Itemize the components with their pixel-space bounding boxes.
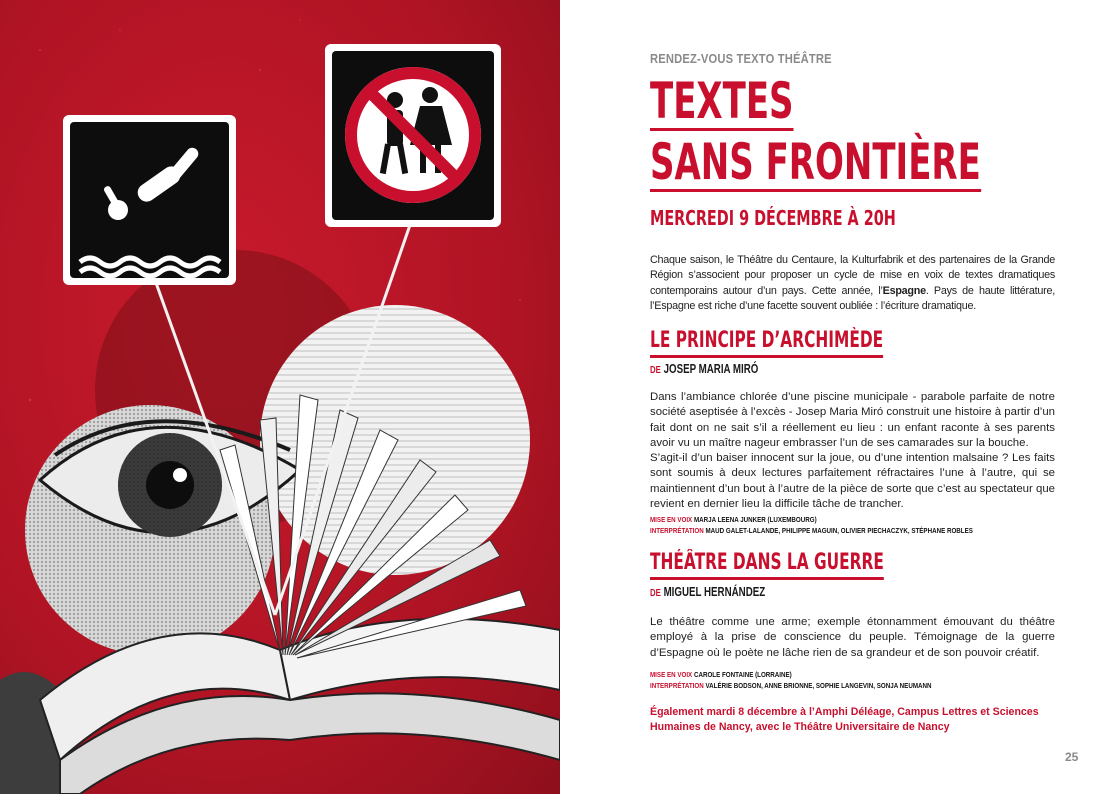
intro-text-1: Chaque saison, le Théâtre du Centaure, la Kulturfabrik et des partenaires de la Grande Région s’associent pour proposer un cycle de mise en voix de textes dramatiques contemporains autour d’un pays. Cette année, l’	[650, 254, 1055, 297]
section-1-para-1: Dans l’ambiance chlorée d’une piscine municipale - parabole parfaite de notre société aseptisée à l’excès - Josep Maria Miró construit une histoire à partir d’un fait dont on ne sait s’il a réellement eu lieu : un enfant raconte à ses parents avoir vu un maître nageur embrasser l’un de ses camarades sur la bouche.	[650, 391, 1055, 449]
title-line-2: SANS FRONTIÈRE	[650, 133, 981, 191]
section-2-byline	[650, 585, 765, 599]
section-1-para-2: S’agit-il d’un baiser innocent sur la joue, ou d’une intention malsaine ? Les faits sont soumis à deux lectures parfaitement réfractaires l’une à l’autre, qui se maintiennent d’un bout à l’autre de la pièce de sorte que c’est au spectateur que revient en dernier lieu la difficile tâche de trancher.	[650, 452, 1055, 511]
no-children-sign	[325, 44, 501, 227]
section-1-body	[650, 390, 1055, 512]
text-page	[560, 0, 1119, 794]
credit-value: CAROLE FONTAINE (LORRAINE)	[693, 670, 792, 679]
section-2-para-1: Le théâtre comme une arme; exemple étonnamment émouvant du théâtre employé à la prise de conscience du peuple. Témoignage de la guerre d’Espagne où le poète ne lâche rien de sa grandeur et de son pouvoir créatif.	[650, 616, 1055, 659]
section-1-author: JOSEP MARIA MIRÓ	[663, 362, 759, 376]
event-date: MERCREDI 9 DÉCEMBRE À 20H	[650, 206, 896, 230]
intro-paragraph	[650, 253, 1055, 314]
page-number: 25	[1065, 750, 1079, 764]
diving-sign	[63, 115, 236, 285]
credit-label: MISE EN VOIX	[650, 670, 693, 679]
credit-label: INTERPRÉTATION	[650, 525, 704, 535]
section-2-credits	[650, 670, 932, 691]
section-1-byline	[650, 362, 758, 376]
section-2-author: MIGUEL HERNÁNDEZ	[663, 585, 766, 599]
section-1-title: LE PRINCIPE D’ARCHIMÈDE	[650, 328, 883, 358]
byline-prefix: DE	[650, 588, 661, 599]
intro-text-2: . Pays de haute littérature, l’Espagne est riche d’une facette souvent oubliée : l’écriture dramatique.	[650, 284, 1055, 312]
byline-prefix: DE	[650, 365, 661, 376]
title-line-1: TEXTES	[650, 72, 794, 130]
credit-label: INTERPRÉTATION	[650, 680, 704, 690]
page-title	[650, 74, 981, 196]
credit-label: MISE EN VOIX	[650, 515, 693, 524]
credit-value: MAUD GALET-LALANDE, PHILIPPE MAGUIN, OLIVIER PIECHACZYK, STÉPHANE ROBLES	[705, 525, 973, 535]
section-kicker: RENDEZ-VOUS TEXTO THÉÂTRE	[650, 51, 832, 66]
intro-country: Espagne	[882, 284, 926, 297]
section-2-title: THÉÂTRE DANS LA GUERRE	[650, 550, 884, 580]
section-1-credits	[650, 515, 973, 536]
additional-date-note: Également mardi 8 décembre à l’Amphi Déléage, Campus Lettres et Sciences Humaines de Nancy, avec le Théâtre Universitaire de Nancy	[650, 706, 1039, 733]
credit-value: VALÉRIE BODSON, ANNE BRIONNE, SOPHIE LANGEVIN, SONJA NEUMANN	[705, 680, 932, 690]
credit-value: MARJA LEENA JUNKER (LUXEMBOURG)	[693, 515, 817, 524]
section-2-body	[650, 615, 1055, 661]
